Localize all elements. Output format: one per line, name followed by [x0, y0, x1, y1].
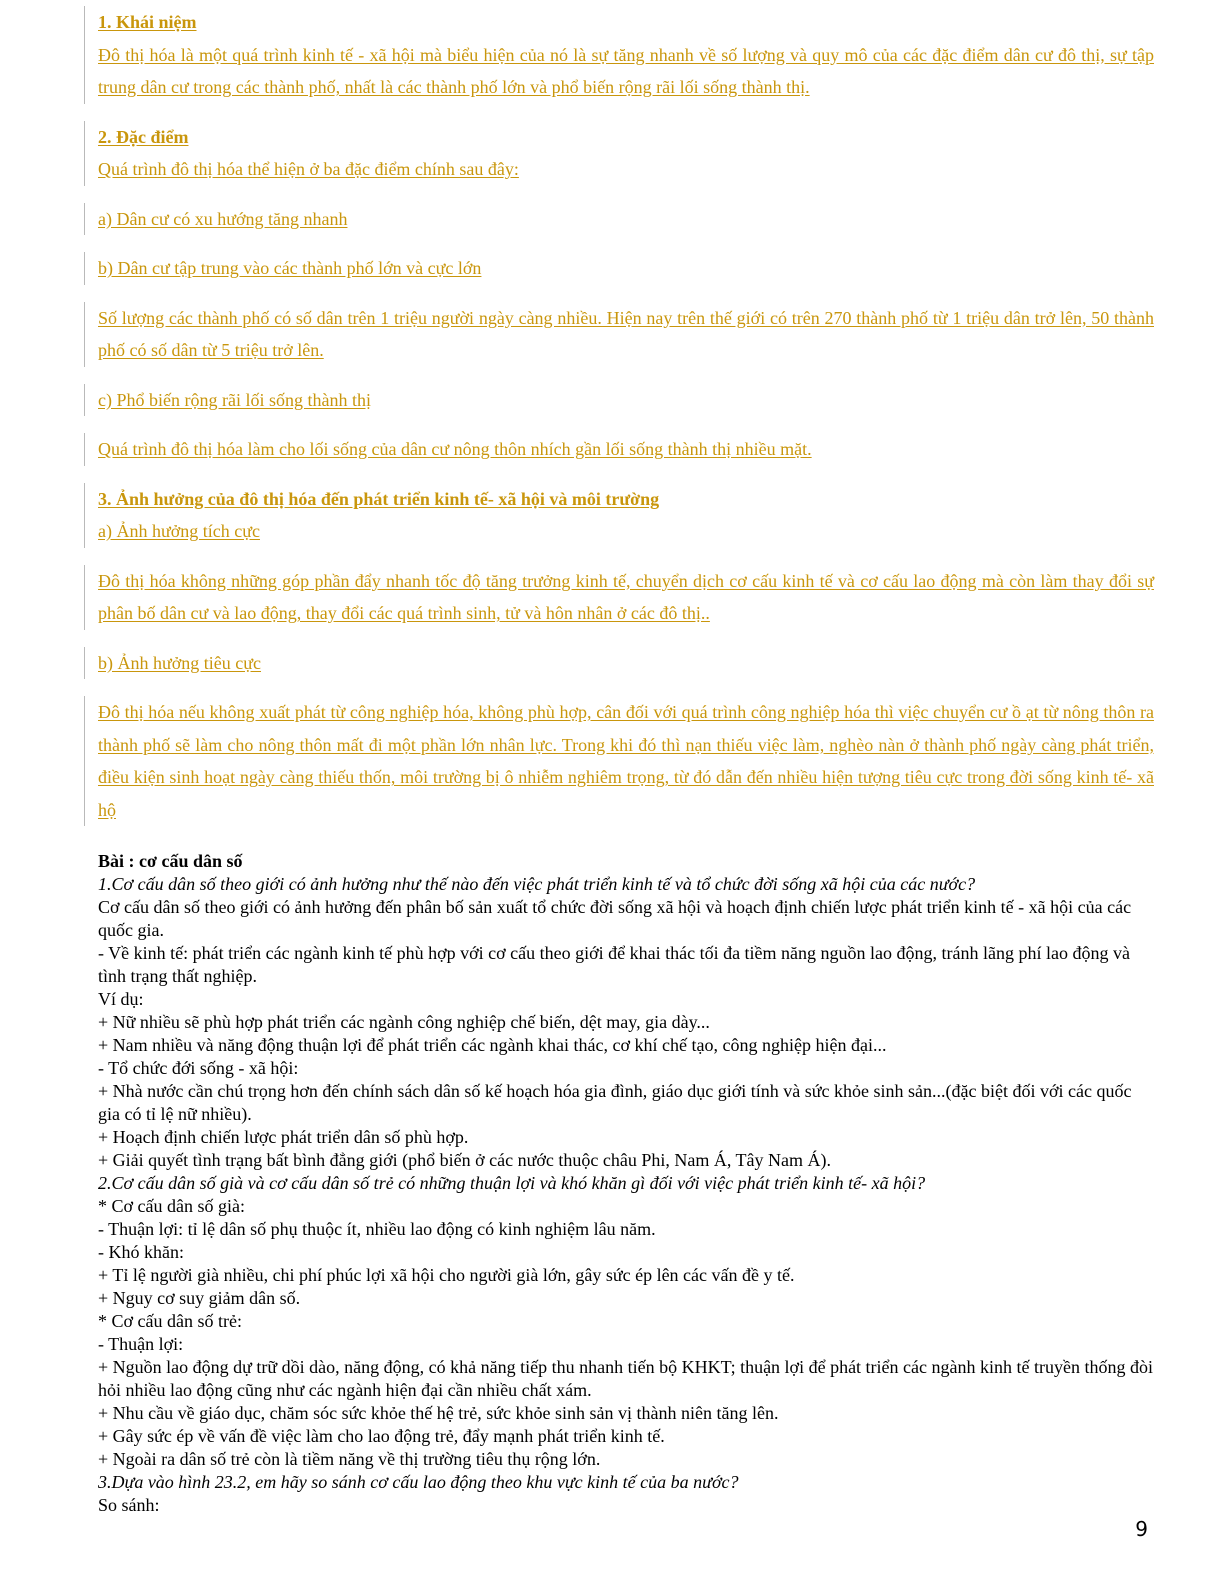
gold-paragraph-block [84, 483, 1154, 548]
paragraph-text: a) Ảnh hưởng tích cực [98, 521, 260, 541]
body-text-line: - Tổ chức đới sống - xã hội: [98, 1058, 299, 1078]
body-text-line: Ví dụ: [98, 989, 144, 1009]
gold-highlighted-section [84, 6, 1154, 843]
paragraph-text: Số lượng các thành phố có số dân trên 1 triệu người ngày càng nhiều. Hiện nay trên thế giới có trên 270 thành phố từ 1 triệu dân trở lên, 50 thành phố có số dân từ 5 triệu trở lên. [98, 307, 1154, 360]
body-text-line: + Ngoài ra dân số trẻ còn là tiềm năng về thị trường tiêu thụ rộng lớn. [98, 1449, 601, 1469]
section-heading: 2. Đặc điểm [98, 126, 189, 147]
paragraph-text: c) Phổ biến rộng rãi lối sống thành thị [98, 389, 371, 410]
paragraph-text: Quá trình đô thị hóa làm cho lối sống của dân cư nông thôn nhích gần lối sống thành thị nhiều mặt. [98, 439, 812, 459]
gold-paragraph-block [84, 565, 1154, 630]
body-text-line: + Nguồn lao động dự trữ dồi dào, năng động, có khả năng tiếp thu nhanh tiến bộ KHKT; thuận lợi để phát triển các ngành kinh tế truyền thống đòi hỏi nhiều lao động cũng như các ngành hiện đại cần nhiều chất xám. [98, 1357, 1153, 1400]
gold-paragraph-block [84, 433, 1154, 466]
body-text-line: + Giải quyết tình trạng bất bình đẳng giới (phổ biến ở các nước thuộc châu Phi, Nam Á, Tây Nam Á). [98, 1150, 831, 1170]
gold-paragraph-block [84, 384, 1154, 417]
paragraph-text: Quá trình đô thị hóa thể hiện ở ba đặc điểm chính sau đây: [98, 159, 519, 179]
gold-paragraph-block [84, 121, 1154, 186]
page-number: 9 [1135, 1517, 1148, 1541]
body-text-line: + Nhu cầu về giáo dục, chăm sóc sức khỏe thế hệ trẻ, sức khỏe sinh sản vị thành niên tăng lên. [98, 1403, 779, 1423]
body-text-line: - Thuận lợi: tỉ lệ dân số phụ thuộc ít, nhiều lao động có kinh nghiệm lâu năm. [98, 1219, 656, 1239]
gold-paragraph-block [84, 696, 1154, 826]
lesson-title: Bài : cơ cấu dân số [98, 851, 243, 871]
paragraph-text: Đô thị hóa là một quá trình kinh tế - xã hội mà biểu hiện của nó là sự tăng nhanh về số lượng và quy mô của các đặc điểm dân cư đô thị, sự tập trung dân cư trong các thành phố, nhất là các thành phố lớn và phổ biến rộng rãi lối sống thành thị. [98, 44, 1154, 97]
body-text-line: + Hoạch định chiến lược phát triển dân số phù hợp. [98, 1127, 469, 1147]
section-heading: 3. Ảnh hưởng của đô thị hóa đến phát triển kinh tế- xã hội và môi trường [98, 488, 660, 509]
gold-paragraph-block [84, 647, 1154, 680]
paragraph-text: Đô thị hóa không những góp phần đẩy nhanh tốc độ tăng trưởng kinh tế, chuyển dịch cơ cấu kinh tế và cơ cấu lao động mà còn làm thay đổi sự phân bố dân cư và lao động, thay đổi các quá trình sinh, tử và hôn nhân ở các đô thị.. [98, 570, 1154, 623]
body-text-line: So sánh: [98, 1495, 160, 1515]
body-text-line: - Thuận lợi: [98, 1334, 184, 1354]
body-text-line: + Nữ nhiều sẽ phù hợp phát triển các ngành công nghiệp chế biến, dệt may, gia dày... [98, 1012, 710, 1032]
body-text-section [98, 850, 1154, 1517]
body-text-line: + Gây sức ép về vấn đề việc làm cho lao động trẻ, đẩy mạnh phát triển kinh tế. [98, 1426, 665, 1446]
body-text-line: - Về kinh tế: phát triển các ngành kinh tế phù hợp với cơ cấu theo giới để khai thác tối đa tiềm năng nguồn lao động, tránh lãng phí lao động và tình trạng thất nghiệp. [98, 943, 1130, 986]
body-text-line: + Nhà nước cần chú trọng hơn đến chính sách dân số kế hoạch hóa gia đình, giáo dục giới tính và sức khỏe sinh sản...(đặc biệt đối với các quốc gia có tỉ lệ nữ nhiều). [98, 1081, 1132, 1124]
paragraph-text: Đô thị hóa nếu không xuất phát từ công nghiệp hóa, không phù hợp, cân đối với quá trình công nghiệp hóa thì việc chuyển cư ồ ạt từ nông thôn ra thành phố sẽ làm cho nông thôn mất đi một phần lớn nhân lực. Trong khi đó thì nạn thiếu việc làm, nghèo nàn ở thành phố ngày càng phát triển, điều kiện sinh hoạt ngày càng thiếu thốn, môi trường bị ô nhiễm nghiêm trọng, từ đó dẫn đến nhiều hiện tượng tiêu cực trong đời sống kinh tế- xã hộ [98, 702, 1154, 820]
gold-paragraph-block [84, 252, 1154, 285]
gold-paragraph-block [84, 6, 1154, 104]
body-text-line: Cơ cấu dân số theo giới có ảnh hưởng đến phân bố sản xuất tổ chức đời sống xã hội và hoạch định chiến lược phát triển kinh tế - xã hội của các quốc gia. [98, 897, 1132, 940]
body-text-line: + Nguy cơ suy giảm dân số. [98, 1288, 301, 1308]
gold-paragraph-block [84, 203, 1154, 236]
gold-paragraph-block [84, 302, 1154, 367]
paragraph-text: b) Ảnh hưởng tiêu cực [98, 652, 261, 673]
paragraph-text: b) Dân cư tập trung vào các thành phố lớn và cực lớn [98, 258, 482, 278]
paragraph-text: a) Dân cư có xu hướng tăng nhanh [98, 208, 348, 229]
section-heading: 1. Khái niệm [98, 12, 197, 32]
body-text-line: - Khó khăn: [98, 1242, 184, 1262]
question-text: 2.Cơ cấu dân số già và cơ cấu dân số trẻ có những thuận lợi và khó khăn gì đối với việc phát triển kinh tế- xã hội? [98, 1173, 926, 1193]
body-text-line: + Tỉ lệ người già nhiều, chi phí phúc lợi xã hội cho người già lớn, gây sức ép lên các vấn đề y tế. [98, 1265, 795, 1285]
question-text: 1.Cơ cấu dân số theo giới có ảnh hưởng như thế nào đến việc phát triển kinh tế và tổ chức đời sống xã hội của các nước? [98, 874, 976, 894]
body-text-line: + Nam nhiều và năng động thuận lợi để phát triển các ngành khai thác, cơ khí chế tạo, công nghiệp hiện đại... [98, 1035, 887, 1055]
body-text-line: * Cơ cấu dân số già: [98, 1196, 245, 1216]
question-text: 3.Dựa vào hình 23.2, em hãy so sánh cơ cấu lao động theo khu vực kinh tế của ba nước? [98, 1472, 739, 1492]
body-text-line: * Cơ cấu dân số trẻ: [98, 1311, 242, 1331]
